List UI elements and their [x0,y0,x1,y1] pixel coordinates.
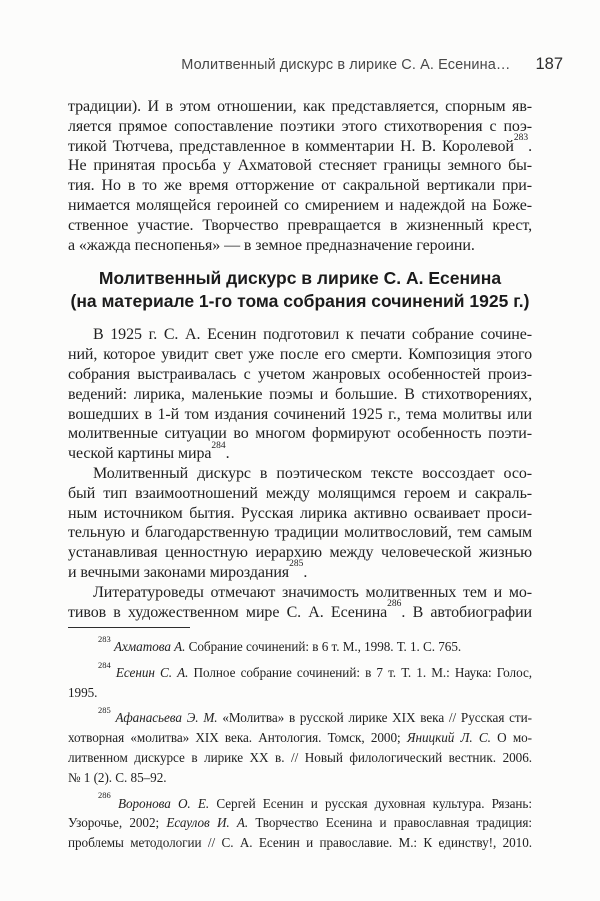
footnote-ref: 285 [98,705,111,716]
footnote-ref: 284 [98,659,111,670]
italic-text: Воронова О. Е. [117,795,210,811]
italic-text: Есенин С. А. [115,664,189,680]
text-line: Литературоведы отмечают значимость молитвенных тем и мо- [93,583,532,601]
text-line: $^{285}$ Афанасьева Э. М. «Молитва» в русской лирике XIX века // Русская сти- [98,705,532,726]
paragraph [68,325,532,464]
section-heading [68,267,532,313]
footnote-ref: 286 [98,790,111,801]
text-line: ственное участие. Творчество превращается в жизненный крест, [68,216,532,234]
text-line: проблемы методологии // С. А. Есенин и православие. М.: К единству!, 2010. [68,835,532,851]
running-head [68,55,563,74]
footnote-284 [68,659,532,703]
italic-text: Афанасьева Э. М. [115,710,218,726]
section-heading-line-2: (на материале 1-го тома собрания сочинений 1925 г.) [70,291,530,312]
paragraph [68,464,532,583]
text-line: нимается молящейся героиней со смирением и надеждой на Боже- [68,196,532,214]
text-line: ческой картины мира$^{284}$. [68,440,230,463]
paragraph-continuation [68,97,532,255]
footnote-283 [68,633,532,657]
italic-text: Есаулов И. А. [166,815,249,831]
text-line: тивов в художественном мире С. А. Есенина$^{286}$. В автобиографии [68,598,532,621]
italic-text: Ахматова А. [114,639,186,654]
text-line: Молитвенный дискурс в поэтическом тексте воссоздает осо- [93,464,532,482]
text-line: и вечными законами мироздания$^{285}$. [68,559,308,581]
text-line: ляется прямое сопоставление поэтики этого стихотворения с поэ- [68,117,532,135]
footnotes-section [68,627,532,859]
text-line: ным источником бытия. Русская лирика активно осваивает проси- [68,504,532,522]
page-body [68,97,532,622]
text-line: $^{284}$ Есенин С. А. Полное собрание сочинений: в 7 т. Т. 1. М.: Наука: Голос, 1995. [68,659,532,700]
text-line: ний, которое увидит свет уже после его смерти. Композиция этого [68,346,532,364]
page-number: 187 [535,55,563,73]
text-line: традиции). И в этом отношении, как представляется, спорным яв- [68,98,532,115]
section-heading-line-1: Молитвенный дискурс в лирике С. А. Есенина [98,268,502,289]
text-line: хотворная «молитва» XIX века. Антология. Томск, 2000; Яницкий Л. С. О мо- [68,730,532,746]
footnote-ref: 283 [513,133,529,143]
paragraph [68,583,532,623]
italic-text: Яницкий Л. С. [406,730,491,746]
text-line: ведений: лирика, маленькие поэмы и большие. В стихотворениях, [68,385,532,403]
text-line: $^{286}$ Воронова О. Е. Сергей Есенин и русская духовная культура. Рязань: [98,790,532,811]
footnote-separator [68,627,190,628]
text-line: тикой Тютчева, представленное в комментарии Н. В. Королевой$^{283}$. [68,133,532,155]
footnote-286 [68,790,532,853]
footnote-ref: 283 [98,633,111,644]
text-line: Узорочье, 2002; Есаулов И. А. Творчество Есенина и православная традиция: [68,815,532,831]
text-line: литвенном дискурсе в лирике XX в. // Новый филологический вестник. 2006. [68,749,532,765]
running-head-title: Молитвенный дискурс в лирике С. А. Есенина… [181,57,511,73]
text-line: молитвенные ситуации во многом формируют особенность поэти- [68,425,532,443]
text-line: № 1 (2). С. 85–92. [68,769,167,785]
text-line: бый тип взаимоотношений между молящимся героем и сакраль- [68,484,532,502]
text-line: В 1925 г. С. А. Есенин подготовил к печати собрание сочине- [93,326,532,344]
footnote-ref: 286 [387,598,402,609]
text-line: $^{283}$ Ахматова А. Собрание сочинений: в 6 т. М., 1998. Т. 1. С. 765. [98,633,462,654]
footnote-ref: 285 [289,559,304,570]
text-line: вошедших в 1-й том издания сочинений 1925 г., тема молитвы или [68,405,532,423]
text-line: тельную и благодарственную традиции молитвословий, тем самым [68,524,532,542]
text-line: а «жажда песнопенья» — в земное предназначение героини. [68,236,475,254]
text-line: тия. Но в то же время отторжение от сакральной вертикали при- [68,177,532,195]
text-line: Не принятая просьба у Ахматовой стесняет границы земного бы- [68,157,532,175]
text-line: собрания выстраивалась с учетом жанровых особенностей произ- [68,365,532,383]
footnote-285 [68,705,532,787]
footnote-ref: 284 [211,440,226,451]
text-line: устанавливая ценностную иерархию между человеческой жизнью [68,544,532,562]
